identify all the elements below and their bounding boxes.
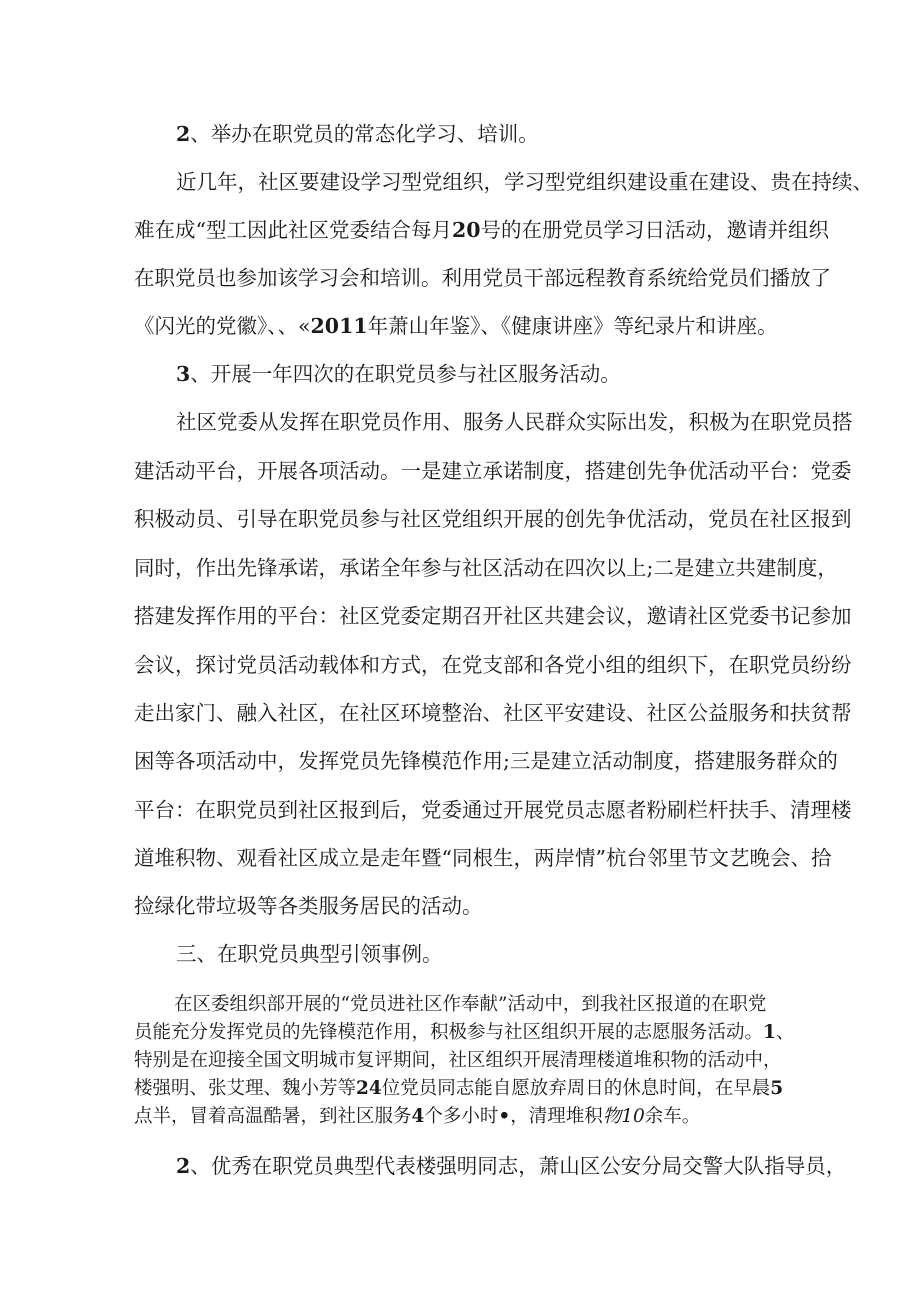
paragraph-3-line: 在区委组织部开展的“党员进社区作奉献”活动中，到我社区报道的在职党 — [174, 994, 767, 1015]
paragraph-2-line: 积极动员、引导在职党员参与社区党组织开展的创先争优活动，党员在社区报到 — [134, 507, 852, 531]
paragraph-3-line: 特别是在迎接全国文明城市复评期间，社区组织开展清理楼道堆积物的活动中， — [134, 1050, 782, 1071]
section-3-heading — [176, 364, 621, 385]
paragraph-2-line: 会议，探讨党员活动载体和方式，在党支部和各党小组的组织下，在职党员纷纷 — [134, 653, 852, 677]
number: 2011 — [310, 314, 368, 338]
paragraph-2-line: 同时，作出先锋承诺，承诺全年参与社区活动在四次以上;二是建立共建制度， — [134, 556, 838, 580]
paragraph-1-line: 在职党员也参加该学习会和培训。利用党员干部远程教育系统给党员们播放了 — [134, 266, 831, 290]
paragraph-2-line: 社区党委从发挥在职党员作用、服务人民群众实际出发，积极为在职党员搭 — [176, 410, 853, 434]
paragraph-1-line: 近几年，社区要建设学习型党组织，学习型党组织建设重在建设、贵在持续、 — [176, 170, 873, 194]
number: 4 — [411, 1106, 425, 1127]
text-run: 点半，冒着高温酷暑，到社区服务 — [134, 1106, 412, 1127]
text-run: 员能充分发挥党员的先锋模范作用，积极参与社区组织开展的志愿服务活动。 — [134, 1022, 764, 1043]
text-run: 难在成“型工因此社区党委结合每月 — [134, 218, 452, 242]
text-run: 号的在册党员学习日活动，邀请并组织 — [480, 218, 830, 242]
number: 20 — [451, 218, 481, 242]
paragraph-1-line — [134, 220, 829, 241]
italic-run: 物10 — [602, 1106, 645, 1127]
paragraph-1-line — [134, 316, 778, 337]
section-title: 、举办在职党员的常态化学习、培训。 — [190, 122, 539, 146]
text-run: 《闪光的党徽》、、« — [134, 314, 311, 338]
section-three-heading: 三、在职党员典型引领事例。 — [176, 942, 443, 966]
text-run: 楼强明、张艾理、魏小芳等 — [134, 1078, 357, 1099]
text-run: 年萧山年鉴》、《健康讲座》等纪录片和讲座。 — [367, 314, 778, 338]
section-number: 3 — [176, 362, 191, 386]
paragraph-2-line: 建活动平台，开展各项活动。一是建立承诺制度，搭建创先争优活动平台：党委 — [134, 459, 852, 483]
paragraph-2-line: 困等各项活动中，发挥党员先锋模范作用;三是建立活动制度，搭建服务群众的 — [134, 749, 838, 773]
number: 5 — [770, 1078, 784, 1099]
paragraph-3-line — [134, 1024, 794, 1043]
section-title: 、优秀在职党员典型代表楼强明同志，萧山区公安分局交警大队指导员， — [190, 1154, 847, 1178]
paragraph-2-line: 道堆积物、观看社区成立是走年暨“同根生，两岸情”杭台邻里节文艺晚会、拾 — [134, 846, 832, 870]
paragraph-2-line: 走出家门、融入社区，在社区环境整治、社区平安建设、社区公益服务和扶贫帮 — [134, 701, 852, 725]
paragraph-2-line: 搭建发挥作用的平台：社区党委定期召开社区共建会议，邀请社区党委书记参加 — [134, 604, 852, 628]
text-run: ，清理堆积 — [510, 1106, 603, 1127]
section-title: 、开展一年四次的在职党员参与社区服务活动。 — [190, 362, 621, 386]
text-run: 余车。 — [644, 1106, 701, 1127]
paragraph-2-line: 捡绿化带垃圾等各类服务居民的活动。 — [134, 894, 483, 918]
number: 24 — [356, 1078, 382, 1099]
paragraph-3-line — [134, 1080, 783, 1099]
text-run: 、 — [775, 1022, 795, 1043]
section-number: 2 — [176, 1154, 191, 1178]
section-number: 2 — [176, 122, 191, 146]
section-2b-heading — [176, 1156, 846, 1177]
bullet-dot: • — [498, 1106, 511, 1127]
paragraph-2-line: 平台：在职党员到社区报到后，党委通过开展党员志愿者粉刷栏杆扶手、清理楼 — [134, 798, 852, 822]
number: 1 — [763, 1022, 776, 1043]
text-run: 个多小时 — [424, 1106, 499, 1127]
text-run: 位党员同志能自愿放弃周日的休息时间，在早晨 — [381, 1078, 771, 1099]
section-2-heading — [176, 124, 539, 145]
paragraph-3-line — [134, 1108, 700, 1127]
